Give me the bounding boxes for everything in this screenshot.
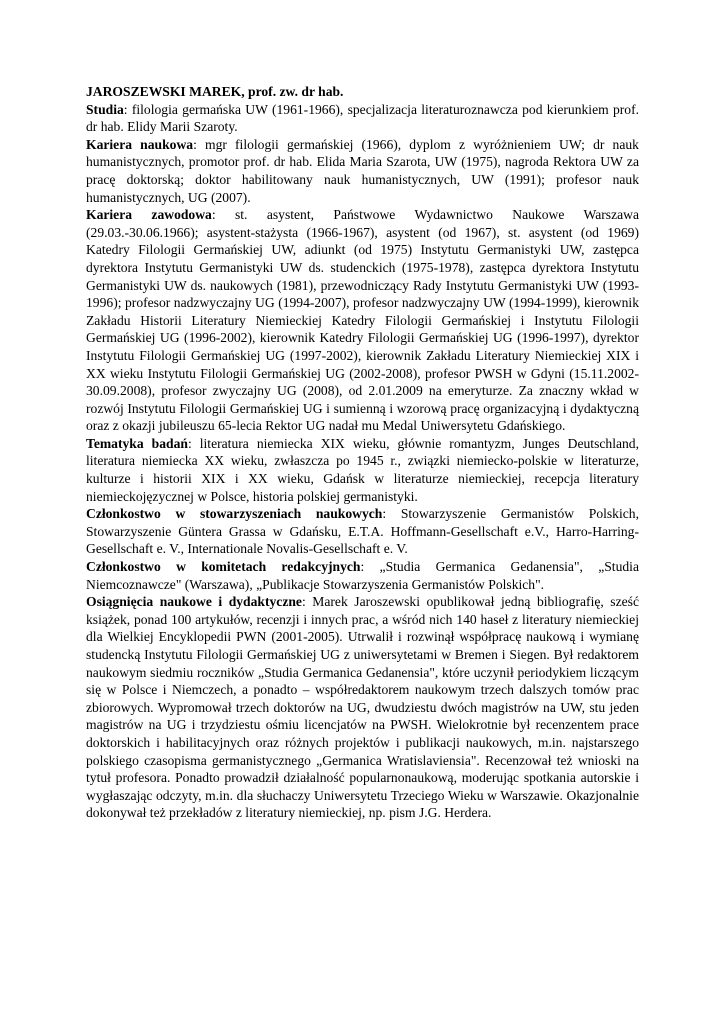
section-text: : Stowarzyszenie Germanistów Polskich, Stowarzyszenie Güntera Grassa w Gdańsku, E.T.A. Hoffmann-Gesellschaft e.V., Harro-Harring-Gesellschaft e. V., Internationale Novalis-Gesellschaft e. V. — [86, 506, 639, 557]
section-studia — [86, 101, 639, 136]
section-label: Kariera zawodowa — [86, 207, 212, 223]
section-text: : mgr filologii germańskiej (1966), dyplom z wyróżnieniem UW; dr nauk humanistycznych, promotor prof. dr hab. Elida Maria Szarota, UW (1975), nagroda Rektora UW za pracę doktorską; doktor habilitowany nauk humanistycznych, UW (1991); profesor nauk humanistycznych, UG (2007). — [86, 136, 639, 205]
document-page — [86, 83, 639, 822]
section-osiagniecia — [86, 593, 639, 822]
section-kariera-zawodowa — [86, 206, 639, 435]
section-label: Tematyka badań — [86, 435, 188, 451]
section-text: : filologia germańska UW (1961-1966), specjalizacja literaturoznawcza pod kierunkiem prof. dr hab. Elidy Marii Szaroty. — [86, 101, 639, 135]
section-text: : Marek Jaroszewski opublikował jedną bibliografię, sześć książek, ponad 100 artykułów, recenzji i innych prac, a wśród nich 140 haseł z literatury niemieckiej dla Wielkiej Encyklopedii PWN (2001-2005). Utrwalił i rozwinął współpracę naukową i wymianę studencką Instytutu Filologii Germańskiej UG z uniwersytetami w Bremen i Siegen. Był redaktorem naukowym siedmiu roczników „Studia Germanica Gedanensia", które uczynił periodykiem liczącym się w Polsce i Niemczech, a ponadto – współredaktorem naukowym trzech dalszych tomów prac zbiorowych. Wypromował trzech doktorów na UG, dwudziestu dwóch magistrów na UW, stu jeden magistrów na UG i trzydziestu ośmiu licencjatów na PWSH. Wielokrotnie był recenzentem prace doktorskich i habilitacyjnych oraz różnych projektów i publikacji naukowych, m.in. najstarszego polskiego czasopisma germanistycznego „Germanica Wratislaviensia". Recenzował też wnioski na tytuł profesora. Ponadto prowadził działalność popularnonaukową, moderując spotkania autorskie i wygłaszając odczyty, m.in. dla słuchaczy Uniwersytetu Trzeciego Wieku w Warszawie. Okazjonalnie dokonywał też przekładów z literatury niemieckiej, np. pism J.G. Herdera. — [86, 594, 639, 821]
section-tematyka-badan — [86, 435, 639, 505]
section-label: Studia — [86, 101, 124, 117]
document-heading: JAROSZEWSKI MAREK, prof. zw. dr hab. — [86, 84, 344, 99]
section-czlonkostwo-komitety — [86, 558, 639, 593]
section-text: : st. asystent, Państwowe Wydawnictwo Naukowe Warszawa (29.03.-30.06.1966); asystent-stażysta (1966-1967), asystent (od 1967), st. asystent (od 1969) Katedry Filologii Germańskiej UW, adiunkt (od 1975) Instytutu Germanistyki UW, zastępca dyrektora Instytutu Germanistyki UW ds. studenckich (1975-1978), zastępca dyrektora Instytutu Germanistyki UW ds. naukowych (1981), przewodniczący Rady Instytutu Germanistyki UW (1993-1996); profesor nadzwyczajny UG (1994-2007), profesor nadzwyczajny UW (1994-1999), kierownik Zakładu Historii Literatury Niemieckiej Katedry Filologii Germańskiej i Instytutu Filologii Germańskiej UG (1996-2002), kierownik Katedry Filologii Germańskiej UG (1996-1997), dyrektor Instytutu Filologii Germańskiej UG (1997-2002), kierownik Zakładu Literatury Niemieckiej XIX i XX wieku Instytutu Filologii Germańskiej UG (2002-2008), profesor PWSH w Gdyni (15.11.2002-30.09.2008), profesor zwyczajny UG (2008), od 2.01.2009 na emeryturze. Za znaczny wkład w rozwój Instytutu Filologii Germańskiej UG i sumienną i wzorową pracę organizacyjną i dydaktyczną oraz z okazji jubileuszu 65-lecia Rektor UG nadał mu Medal Uniwersytetu Gdańskiego. — [86, 207, 639, 434]
section-kariera-naukowa — [86, 136, 639, 206]
section-czlonkostwo-stowarzyszenia — [86, 505, 639, 558]
section-label: Osiągnięcia naukowe i dydaktyczne — [86, 594, 302, 610]
section-text: : literatura niemiecka XIX wieku, głównie romantyzm, Junges Deutschland, literatura niemiecka XX wieku, zwłaszcza po 1945 r., związki niemiecko-polskie w literaturze, kulturze i historii XIX i XX wieku, Gdańsk w literaturze niemieckiej, recepcja literatury niemieckojęzycznej w Polsce, historia polskiej germanistyki. — [86, 435, 639, 504]
section-label: Kariera naukowa — [86, 136, 194, 152]
section-label: Członkostwo w stowarzyszeniach naukowych — [86, 506, 383, 522]
section-label: Członkostwo w komitetach redakcyjnych — [86, 559, 361, 575]
section-text: : „Studia Germanica Gedanensia", „Studia Niemcoznawcze" (Warszawa), „Publikacje Stowarzyszenia Germanistów Polskich". — [86, 559, 639, 592]
